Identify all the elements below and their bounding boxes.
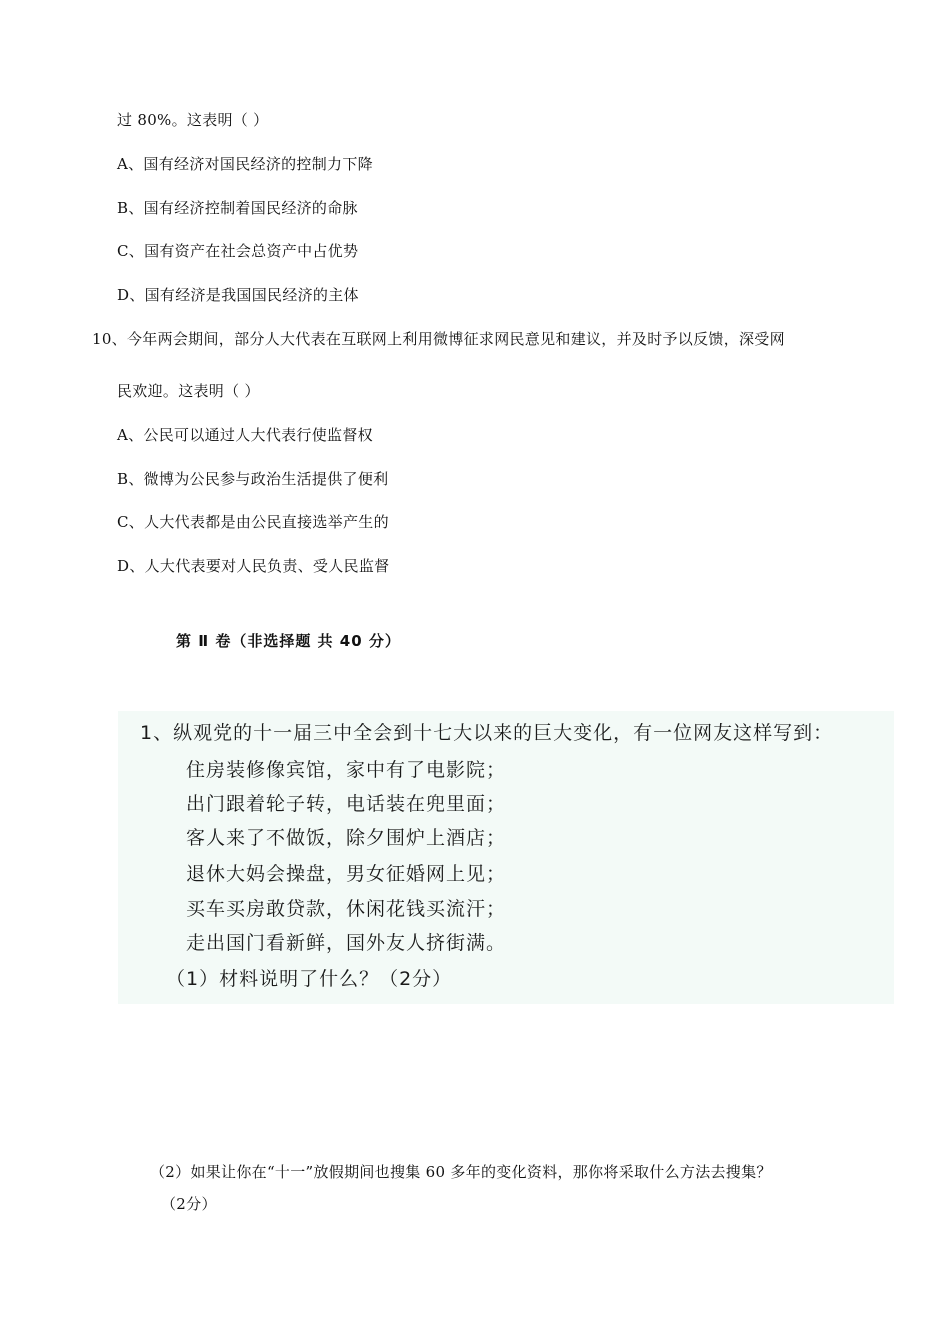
q9-option-b: B、国有经济控制着国民经济的命脉 [117, 199, 358, 217]
sub-question-2-line2: （2分） [161, 1195, 217, 1213]
q10-option-a: A、公民可以通过人大代表行使监督权 [117, 426, 373, 444]
q10-option-d: D、人大代表要对人民负责、受人民监督 [117, 557, 390, 575]
q10-stem-line2: 民欢迎。这表明（ ） [117, 382, 260, 400]
q9-option-d: D、国有经济是我国国民经济的主体 [117, 286, 359, 304]
poem-line-2: 出门跟着轮子转，电话装在兜里面； [186, 793, 507, 815]
sub-question-2-line1: （2）如果让你在“十一”放假期间也搜集 60 多年的变化资料，那你将采取什么方法去搜集？ [150, 1163, 772, 1181]
poem-line-5: 买车买房敢贷款，休闲花钱买流汗； [186, 898, 507, 920]
material-intro: 1、纵观党的十一届三中全会到十七大以来的巨大变化，有一位网友这样写到： [140, 722, 834, 744]
poem-line-6: 走出国门看新鲜，国外友人挤街满。 [186, 932, 507, 954]
q9-option-c: C、国有资产在社会总资产中占优势 [117, 242, 359, 260]
q10-option-c: C、人大代表都是由公民直接选举产生的 [117, 513, 389, 531]
material-scan-block [118, 711, 894, 1004]
q10-option-b: B、微博为公民参与政治生活提供了便利 [117, 470, 389, 488]
poem-line-1: 住房装修像宾馆，家中有了电影院； [186, 759, 507, 781]
material-sub-question-1: （1）材料说明了什么？（2分） [166, 968, 453, 990]
q9-option-a: A、国有经济对国民经济的控制力下降 [117, 155, 373, 173]
q10-stem-line1: 10、今年两会期间，部分人大代表在互联网上利用微博征求网民意见和建议，并及时予以反馈，深受网 [92, 330, 785, 348]
poem-line-3: 客人来了不做饭，除夕围炉上酒店； [186, 827, 507, 849]
q9-stem-continuation: 过 80%。这表明（ ） [117, 111, 269, 129]
section-2-title: 第 Ⅱ 卷（非选择题 共 40 分） [176, 632, 401, 650]
poem-line-4: 退休大妈会操盘，男女征婚网上见； [186, 863, 507, 885]
